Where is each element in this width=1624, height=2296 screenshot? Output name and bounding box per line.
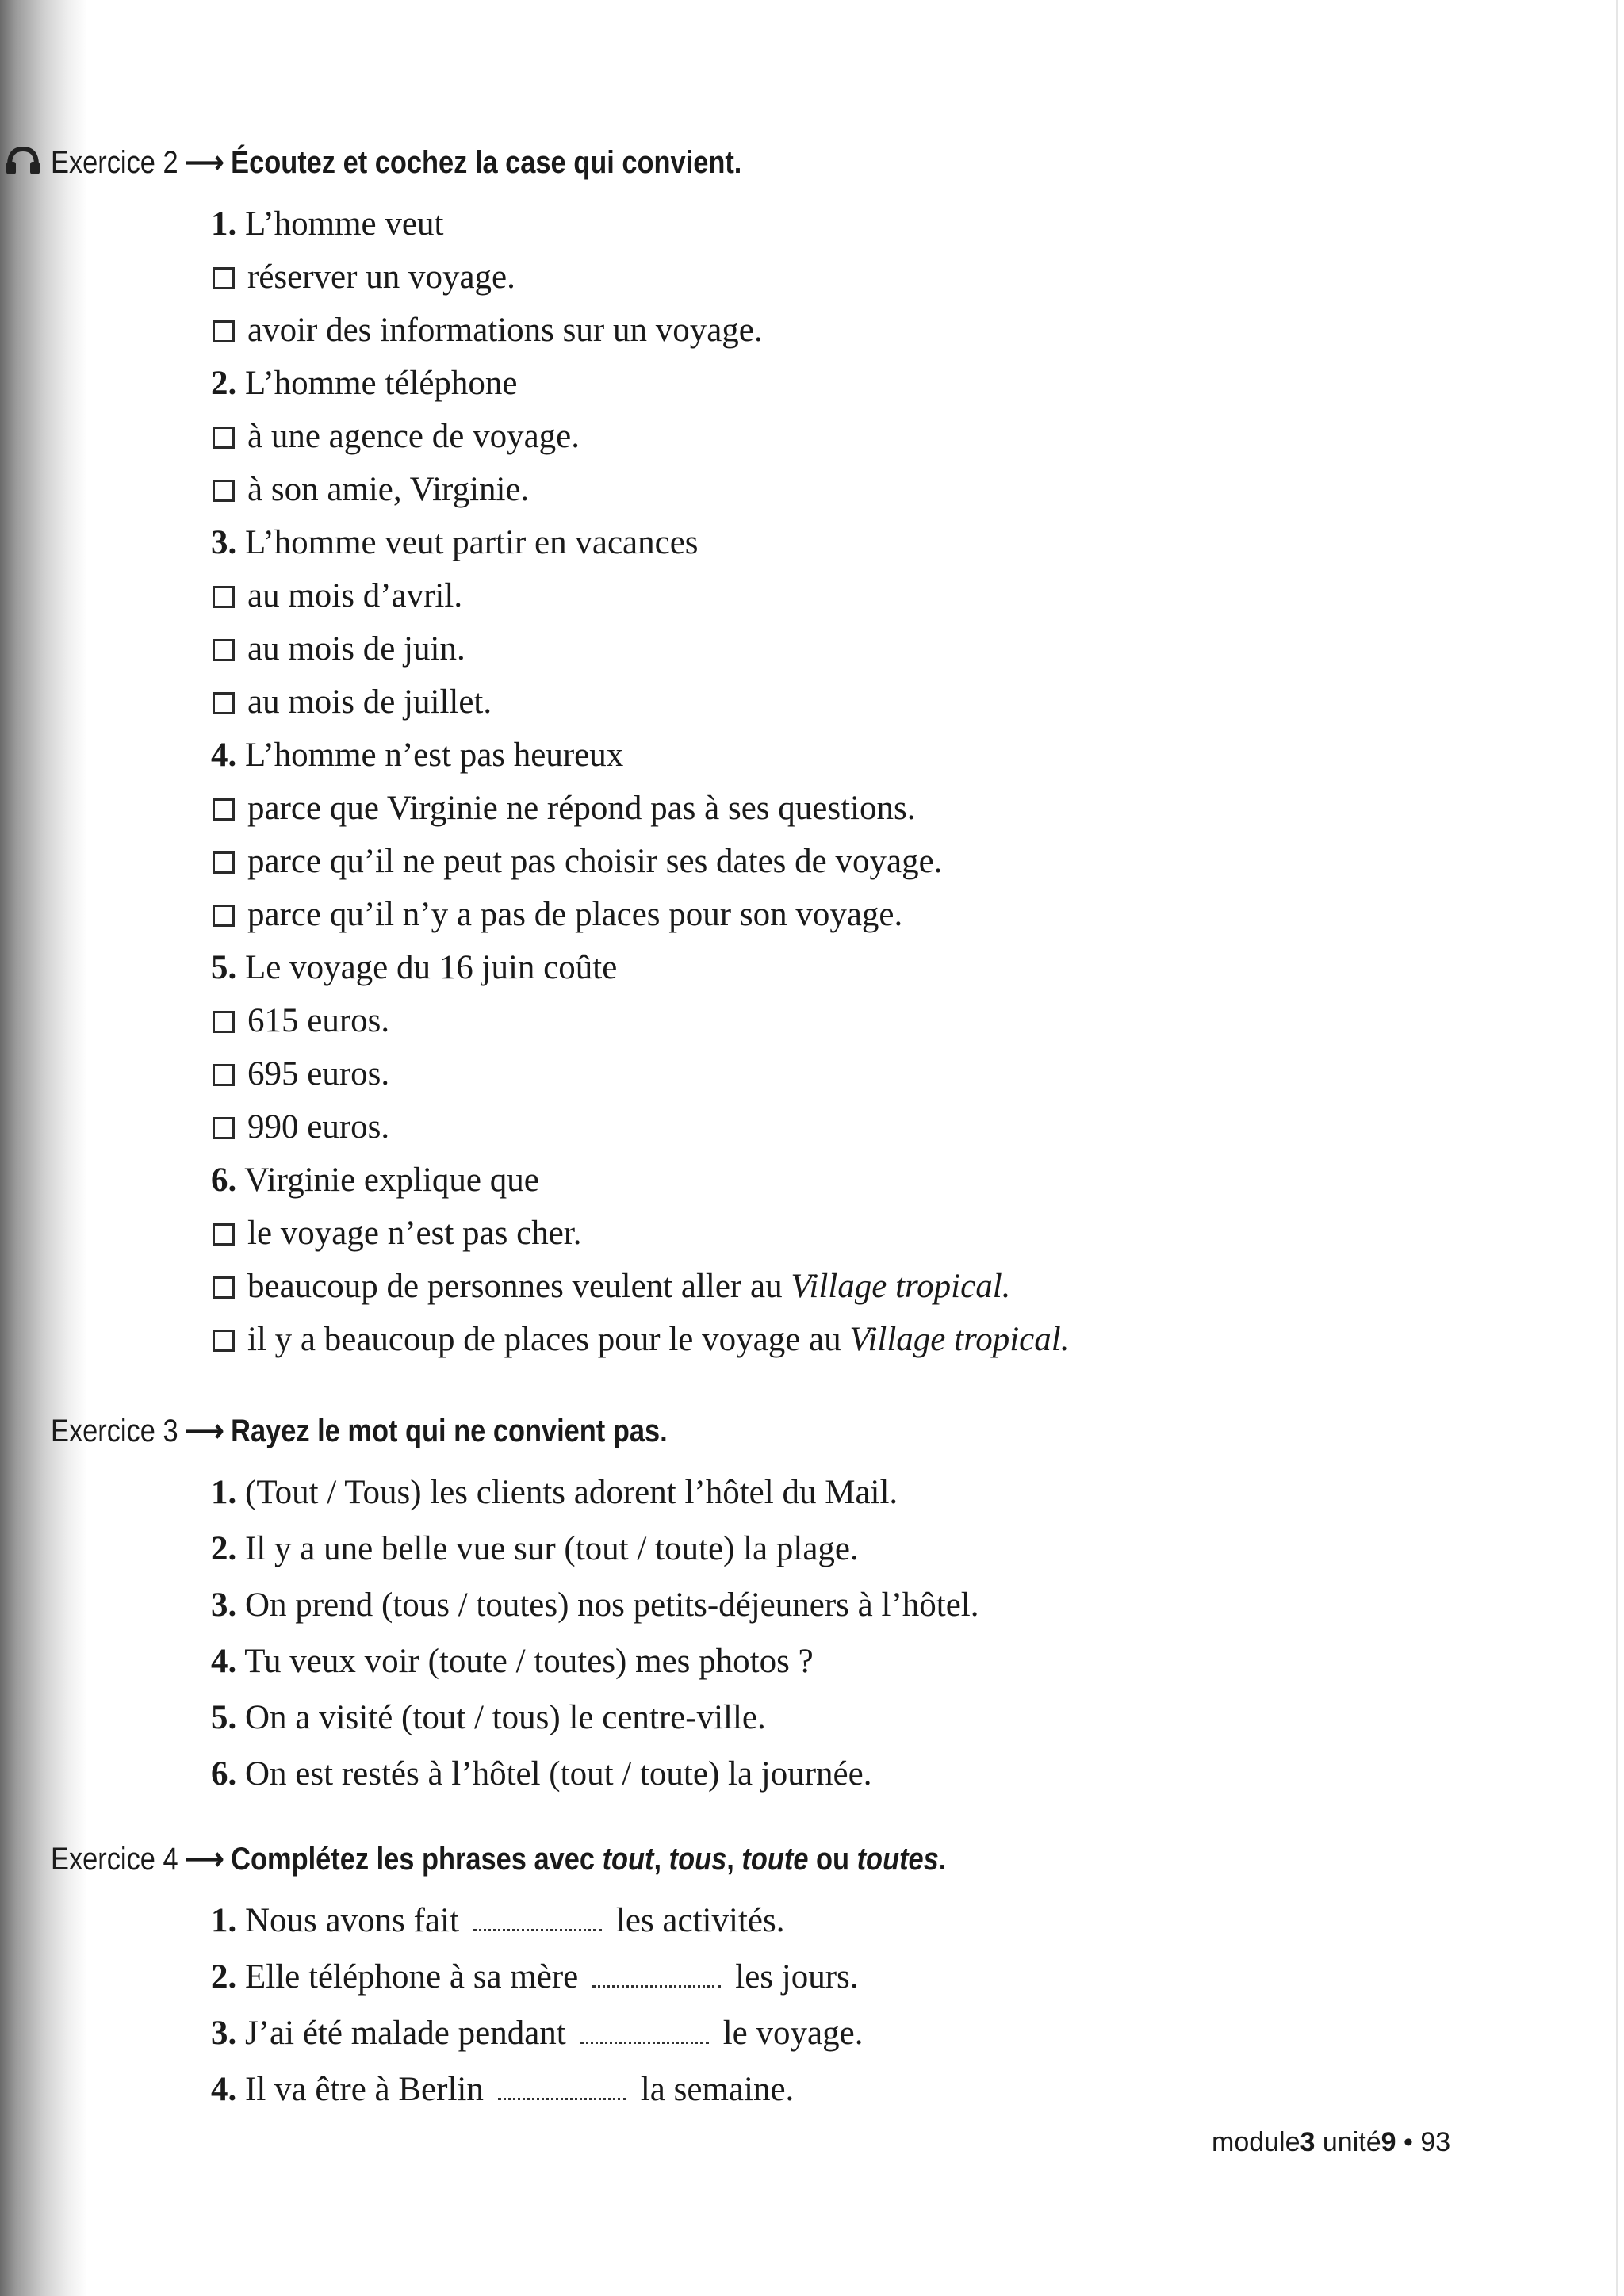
question-3 xyxy=(211,523,1069,576)
answer-option[interactable] xyxy=(211,311,1069,364)
checkbox[interactable] xyxy=(213,267,235,289)
exercise-2-title xyxy=(51,143,741,182)
item-text-before: Elle téléphone à sa mère xyxy=(245,1958,579,1996)
instruction-word: toute xyxy=(741,1842,809,1877)
checkbox[interactable] xyxy=(213,480,235,502)
checkbox[interactable] xyxy=(213,320,235,342)
item-number: 6. xyxy=(211,1755,237,1793)
item-text-after: les activités. xyxy=(615,1902,785,1939)
sentence-item xyxy=(211,1586,979,1642)
module-number: 3 xyxy=(1300,2127,1316,2157)
answer-option[interactable] xyxy=(211,629,1069,683)
book-binding-shadow xyxy=(0,0,87,2296)
answer-option[interactable] xyxy=(211,789,1069,842)
option-text: à son amie, Virginie. xyxy=(247,471,530,508)
answer-option[interactable] xyxy=(211,1267,1069,1320)
fill-in-item xyxy=(211,2070,863,2126)
answer-option[interactable] xyxy=(211,1054,1069,1108)
blank-field[interactable] xyxy=(473,1905,602,1931)
exercise-instruction xyxy=(231,1842,946,1877)
item-number: 2. xyxy=(211,1958,237,1996)
unit-label: unité xyxy=(1322,2127,1381,2157)
question-number: 4. xyxy=(211,737,237,774)
item-text[interactable]: On a visité (tout / tous) le centre-ville. xyxy=(245,1699,766,1736)
arrow-icon: ⟶ xyxy=(185,1842,224,1877)
exercise-2-questions xyxy=(211,205,1069,1373)
item-text-after: les jours. xyxy=(735,1958,859,1996)
item-text[interactable]: (Tout / Tous) les clients adorent l’hôtel du Mail. xyxy=(245,1474,898,1511)
option-text: avoir des informations sur un voyage. xyxy=(247,312,763,349)
question-text: Virginie explique que xyxy=(244,1161,539,1199)
checkbox[interactable] xyxy=(213,586,235,608)
answer-option[interactable] xyxy=(211,895,1069,948)
exercise-3-title xyxy=(51,1411,668,1451)
answer-option[interactable] xyxy=(211,1214,1069,1267)
option-text: réserver un voyage. xyxy=(247,258,515,296)
unit-number: 9 xyxy=(1381,2127,1396,2157)
blank-field[interactable] xyxy=(498,2074,626,2100)
checkbox[interactable] xyxy=(213,1011,235,1033)
question-2 xyxy=(211,364,1069,417)
arrow-icon: ⟶ xyxy=(185,145,224,180)
checkbox[interactable] xyxy=(213,798,235,821)
instruction-word: toutes xyxy=(856,1842,939,1877)
question-number: 6. xyxy=(211,1161,237,1199)
exercise-3-items xyxy=(211,1473,979,1811)
exercise-label: Exercice 2 xyxy=(51,145,178,180)
sentence-item xyxy=(211,1755,979,1811)
option-text: 695 euros. xyxy=(247,1055,390,1093)
question-text: L’homme n’est pas heureux xyxy=(245,737,624,774)
question-text: L’homme veut xyxy=(245,205,444,243)
question-4 xyxy=(211,736,1069,789)
sentence-item xyxy=(211,1529,979,1586)
option-text-italic: Village tropical. xyxy=(791,1268,1011,1305)
footer-bullet: • xyxy=(1404,2127,1413,2157)
item-number: 3. xyxy=(211,1586,237,1624)
fill-in-item xyxy=(211,1957,863,2014)
option-text: à une agence de voyage. xyxy=(247,418,580,455)
question-number: 2. xyxy=(211,365,237,402)
answer-option[interactable] xyxy=(211,1001,1069,1054)
checkbox[interactable] xyxy=(213,427,235,449)
option-text: 615 euros. xyxy=(247,1002,390,1039)
checkbox[interactable] xyxy=(213,1223,235,1246)
fill-in-item xyxy=(211,1901,863,1957)
sentence-item xyxy=(211,1698,979,1755)
page-edge xyxy=(1616,0,1618,2296)
option-text-italic: Village tropical. xyxy=(849,1321,1070,1358)
answer-option[interactable] xyxy=(211,1108,1069,1161)
checkbox[interactable] xyxy=(213,905,235,927)
option-text: parce qu’il ne peut pas choisir ses dates de voyage. xyxy=(247,843,943,880)
question-number: 5. xyxy=(211,949,237,986)
item-text-before: Nous avons fait xyxy=(245,1902,459,1939)
exercise-instruction: Rayez le mot qui ne convient pas. xyxy=(231,1414,668,1448)
headphone-icon xyxy=(5,144,41,176)
instruction-separator: ou xyxy=(808,1842,857,1877)
instruction-end: . xyxy=(938,1842,947,1877)
instruction-word: tous xyxy=(668,1842,727,1877)
answer-option[interactable] xyxy=(211,683,1069,736)
arrow-icon: ⟶ xyxy=(185,1414,224,1448)
exercise-4-title xyxy=(51,1839,946,1879)
option-text: parce que Virginie ne répond pas à ses questions. xyxy=(247,790,916,827)
item-text-after: la semaine. xyxy=(640,2071,795,2108)
exercise-label: Exercice 3 xyxy=(51,1414,178,1448)
answer-option[interactable] xyxy=(211,417,1069,470)
checkbox[interactable] xyxy=(213,1330,235,1352)
item-text-before: Il va être à Berlin xyxy=(245,2071,484,2108)
question-1 xyxy=(211,205,1069,258)
answer-option[interactable] xyxy=(211,1320,1069,1373)
item-number: 4. xyxy=(211,2071,237,2108)
exercise-label: Exercice 4 xyxy=(51,1842,178,1877)
blank-field[interactable] xyxy=(580,2018,709,2044)
item-text[interactable]: On est restés à l’hôtel (tout / toute) la journée. xyxy=(245,1755,872,1793)
question-6 xyxy=(211,1161,1069,1214)
item-text[interactable]: On prend (tous / toutes) nos petits-déjeuners à l’hôtel. xyxy=(245,1586,979,1624)
checkbox[interactable] xyxy=(213,1117,235,1139)
question-5 xyxy=(211,948,1069,1001)
item-text-after: le voyage. xyxy=(722,2015,864,2052)
option-text: parce qu’il n’y a pas de places pour son voyage. xyxy=(247,896,903,933)
option-text: le voyage n’est pas cher. xyxy=(247,1215,582,1252)
exercise-instruction: Écoutez et cochez la case qui convient. xyxy=(231,145,742,180)
checkbox[interactable] xyxy=(213,1276,235,1299)
instruction-text: Complétez les phrases avec xyxy=(231,1842,603,1877)
item-number: 5. xyxy=(211,1699,237,1736)
item-number: 1. xyxy=(211,1902,237,1939)
instruction-separator: , xyxy=(726,1842,742,1877)
checkbox[interactable] xyxy=(213,692,235,714)
sentence-item xyxy=(211,1473,979,1529)
option-text: 990 euros. xyxy=(247,1108,390,1146)
answer-option[interactable] xyxy=(211,258,1069,311)
option-text: au mois de juillet. xyxy=(247,683,492,721)
question-text: L’homme téléphone xyxy=(245,365,518,402)
item-number: 3. xyxy=(211,2015,237,2052)
answer-option[interactable] xyxy=(211,842,1069,895)
item-number: 4. xyxy=(211,1643,237,1680)
answer-option[interactable] xyxy=(211,470,1069,523)
sentence-item xyxy=(211,1642,979,1698)
page-number: 93 xyxy=(1420,2127,1451,2157)
item-text[interactable]: Tu veux voir (toute / toutes) mes photos ? xyxy=(244,1643,814,1680)
page-footer xyxy=(1212,2125,1450,2160)
question-number: 1. xyxy=(211,205,237,243)
checkbox[interactable] xyxy=(213,851,235,874)
checkbox[interactable] xyxy=(213,639,235,661)
item-number: 2. xyxy=(211,1530,237,1567)
option-text: au mois de juin. xyxy=(247,630,465,668)
answer-option[interactable] xyxy=(211,576,1069,629)
fill-in-item xyxy=(211,2014,863,2070)
question-number: 3. xyxy=(211,524,237,561)
blank-field[interactable] xyxy=(592,1961,721,1988)
question-text: Le voyage du 16 juin coûte xyxy=(245,949,618,986)
item-number: 1. xyxy=(211,1474,237,1511)
item-text-before: J’ai été malade pendant xyxy=(245,2015,566,2052)
option-text: il y a beaucoup de places pour le voyage au xyxy=(247,1321,850,1358)
module-label: module xyxy=(1212,2127,1300,2157)
checkbox[interactable] xyxy=(213,1064,235,1086)
exercise-4-items xyxy=(211,1901,863,2126)
instruction-word: tout xyxy=(602,1842,654,1877)
question-text: L’homme veut partir en vacances xyxy=(245,524,699,561)
instruction-separator: , xyxy=(653,1842,669,1877)
item-text[interactable]: Il y a une belle vue sur (tout / toute) la plage. xyxy=(245,1530,859,1567)
option-text: beaucoup de personnes veulent aller au xyxy=(247,1268,791,1305)
option-text: au mois d’avril. xyxy=(247,577,463,614)
